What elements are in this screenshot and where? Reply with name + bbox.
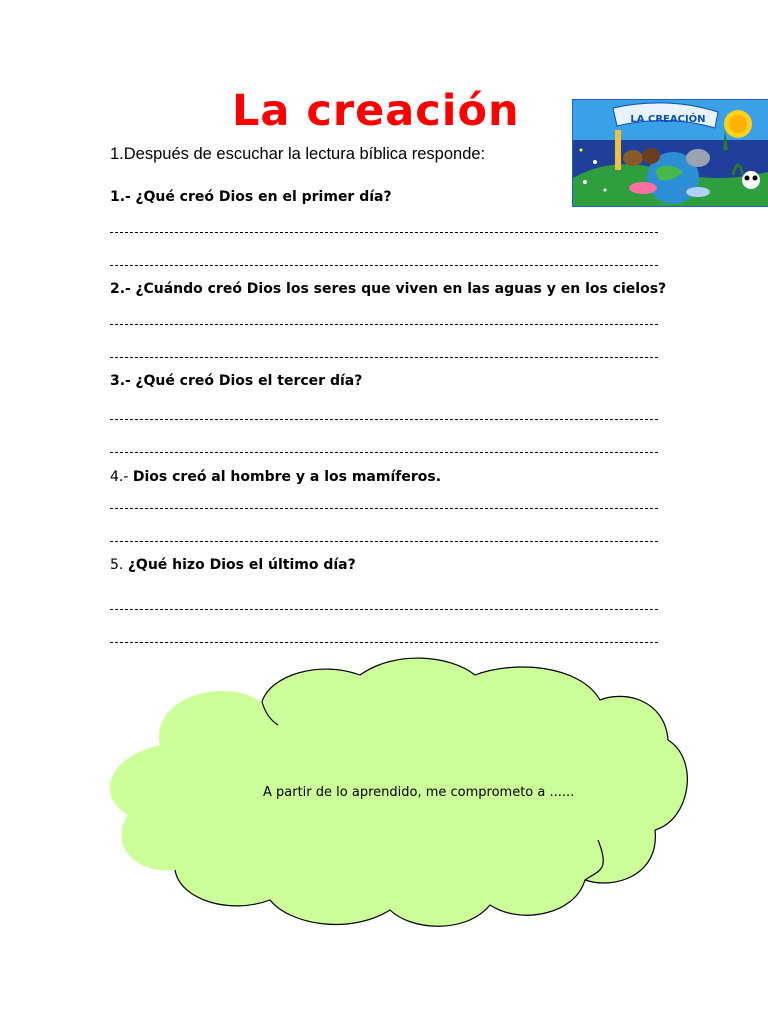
question-5: 5. ¿Qué hizo Dios el último día? [110,557,356,573]
question-2: 2.- ¿Cuándo creó Dios los seres que viven en las aguas y en los cielos? [110,281,667,297]
worksheet-title: La creación [232,86,520,136]
question-1: 1.- ¿Qué creó Dios en el primer día? [110,189,392,205]
question-4: 4.- Dios creó al hombre y a los mamíferos. [110,469,442,485]
commitment-prompt[interactable]: A partir de lo aprendido, me comprometo a ...... [263,785,575,800]
instructions-text: 1.Después de escuchar la lectura bíblica responde: [110,145,486,163]
banner-text: LA CREACIÓN [630,114,706,125]
question-3: 3.- ¿Qué creó Dios el tercer día? [110,373,363,389]
